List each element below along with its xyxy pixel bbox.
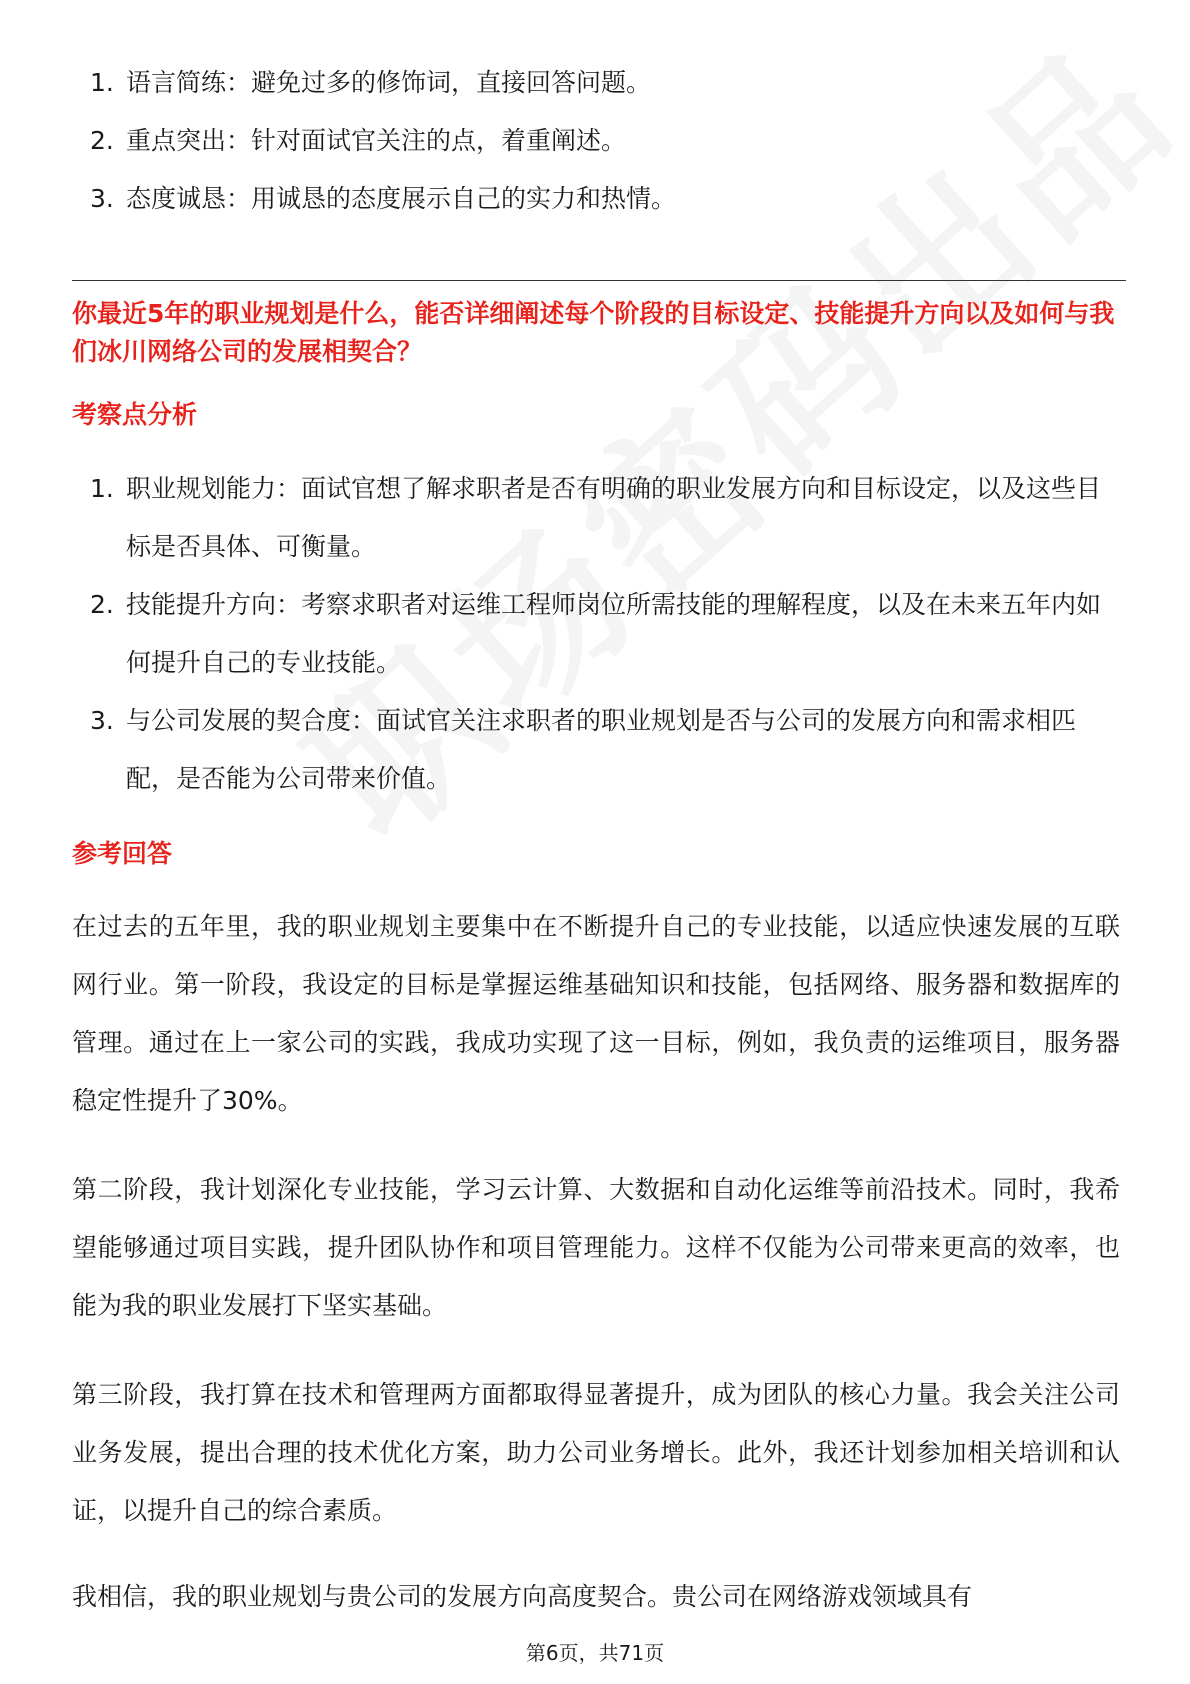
list-number: 1.: [90, 474, 114, 503]
list-number: 3.: [90, 184, 114, 213]
analysis-list: [90, 460, 1115, 808]
section-divider: [72, 280, 1126, 281]
answer-paragraph: 在过去的五年里，我的职业规划主要集中在不断提升自己的专业技能，以适应快速发展的互联网行业。第一阶段，我设定的目标是掌握运维基础知识和技能，包括网络、服务器和数据库的管理。通过在上一家公司的实践，我成功实现了这一目标，例如，我负责的运维项目，服务器稳定性提升了30%。: [72, 912, 1120, 1115]
list-item: [90, 112, 1115, 170]
answer-paragraph: 第三阶段，我打算在技术和管理两方面都取得显著提升，成为团队的核心力量。我会关注公司业务发展，提出合理的技术优化方案，助力公司业务增长。此外，我还计划参加相关培训和认证，以提升自己的综合素质。: [72, 1380, 1120, 1525]
analysis-heading: 考察点分析: [72, 400, 198, 429]
list-text: 重点突出：针对面试官关注的点，着重阐述。: [126, 126, 627, 155]
list-text: 语言简练：避免过多的修饰词，直接回答问题。: [126, 68, 652, 97]
tips-list: [90, 54, 1115, 228]
answer-heading: 参考回答: [72, 839, 173, 868]
list-number: 1.: [90, 68, 114, 97]
page-number: 第6页，共71页: [525, 1641, 665, 1665]
list-text: 职业规划能力：面试官想了解求职者是否有明确的职业发展方向和目标设定，以及这些目标是否具体、可衡量。: [126, 474, 1102, 561]
list-text: 技能提升方向：考察求职者对运维工程师岗位所需技能的理解程度，以及在未来五年内如何提升自己的专业技能。: [126, 590, 1102, 677]
list-number: 2.: [90, 590, 114, 619]
list-text: 与公司发展的契合度：面试官关注求职者的职业规划是否与公司的发展方向和需求相匹配，是否能为公司带来价值。: [126, 706, 1077, 793]
list-text: 态度诚恳：用诚恳的态度展示自己的实力和热情。: [126, 184, 677, 213]
interview-question: 你最近5年的职业规划是什么，能否详细阐述每个阶段的目标设定、技能提升方向以及如何与我们冰川网络公司的发展相契合？: [72, 299, 1115, 366]
list-item: [90, 576, 1115, 692]
list-item: [90, 54, 1115, 112]
list-item: [90, 170, 1115, 228]
list-number: 3.: [90, 706, 114, 735]
list-number: 2.: [90, 126, 114, 155]
list-item: [90, 460, 1115, 576]
list-item: [90, 692, 1115, 808]
answer-paragraph: 第二阶段，我计划深化专业技能，学习云计算、大数据和自动化运维等前沿技术。同时，我希望能够通过项目实践，提升团队协作和项目管理能力。这样不仅能为公司带来更高的效率，也能为我的职业发展打下坚实基础。: [72, 1175, 1120, 1320]
answer-paragraph: 我相信，我的职业规划与贵公司的发展方向高度契合。贵公司在网络游戏领域具有: [72, 1582, 973, 1611]
